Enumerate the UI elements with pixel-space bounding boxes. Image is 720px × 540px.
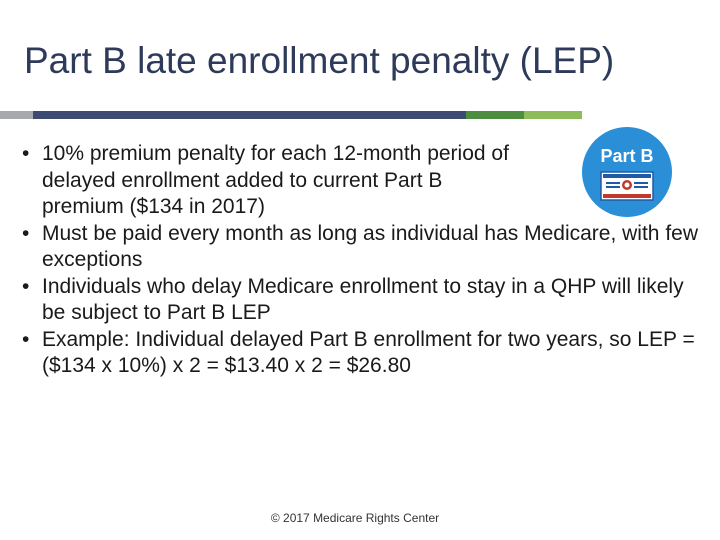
bullet-marker: •: [22, 221, 30, 245]
bullet-marker: •: [22, 142, 30, 165]
part-b-badge-graphic: [581, 126, 673, 218]
part-b-badge: [581, 126, 673, 218]
bullet-marker: •: [22, 327, 30, 351]
title-rule-green-segment: [466, 111, 524, 119]
bullet-item: [22, 274, 712, 327]
bullet-text: 10% premium penalty for each 12-month period of delayed enrollment added to current Part B premium ($134 in 2017): [42, 142, 509, 218]
bullet-item: [22, 327, 712, 380]
bullet-text: Individuals who delay Medicare enrollment to stay in a QHP will likely be subject to Part B LEP: [42, 274, 684, 324]
bullet-item: [22, 221, 712, 274]
bullet-marker: •: [22, 274, 30, 298]
badge-label: Part B: [600, 146, 654, 166]
medicare-card-icon: [601, 172, 653, 200]
bullet-text: Must be paid every month as long as individual has Medicare, with few exceptions: [42, 221, 699, 271]
bullet-text: Example: Individual delayed Part B enrollment for two years, so LEP = ($134 x 10%) x 2 = $13.40 x 2 = $26.80: [42, 327, 695, 377]
title-rule-navy-segment: [33, 111, 466, 119]
slide-title: Part B late enrollment penalty (LEP): [24, 40, 615, 81]
copyright-footer: © 2017 Medicare Rights Center: [270, 511, 440, 525]
title-rule-lightgreen-segment: [524, 111, 582, 119]
title-rule-gray-segment: [0, 111, 33, 119]
